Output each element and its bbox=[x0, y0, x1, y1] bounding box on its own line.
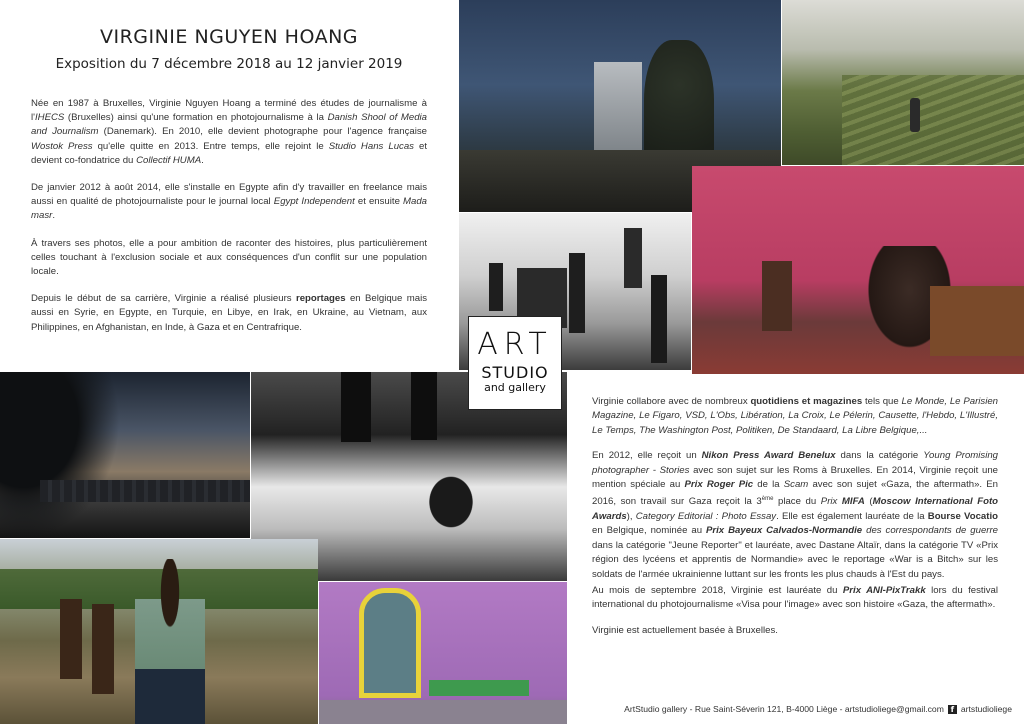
footer-handle[interactable]: artstudioliege bbox=[960, 704, 1012, 714]
bio-paragraph: En 2012, elle reçoit un Nikon Press Award Benelux dans la catégorie Young Promising photographer - Stories avec son sujet sur les Roms à Bruxelles. En 2014, Virginie reçoit une mention spéciale au Prix Roger Pic de la Scam avec son sujet «Gaza, the aftermath». En 2016, son travail sur Gaza reçoit la 3ème place du Prix MIFA (Moscow International Foto Awards), Category Editorial : Photo Essay. Elle est également lauréate de la Bourse Vocatio en Belgique, nominée au Prix Bayeux Calvados-Normandie des correspondants de guerre dans la catégorie "Jeune Reporter" et lauréate, avec Dastane Altaïr, dans la catégorie TV «Prix région des lycéens et apprentis de Normandie» avec le reportage «War is a Bitch» sur les soldats de l'armée ukrainienne luttant sur les fronts les plus chauds à l'Est du pays. bbox=[592, 450, 999, 580]
logo-line-art: ART bbox=[477, 327, 553, 362]
bio-paragraph: De janvier 2012 à août 2014, elle s'installe en Egypte afin d'y travailler en freelance mais aussi en qualité de photojournaliste pour le journal local Egypt Independent et ensuite Mada masr. bbox=[31, 182, 427, 222]
logo-line-studio: STUDIO bbox=[481, 363, 549, 382]
artstudio-logo bbox=[468, 316, 562, 410]
logo-line-gallery: and gallery bbox=[484, 381, 546, 394]
facebook-icon[interactable]: f bbox=[948, 705, 957, 714]
bio-paragraph: Virginie collabore avec de nombreux quotidiens et magazines tels que Le Monde, Le Parisien Magazine, Le Figaro, VSD, L'Obs, Libération, La Croix, Le Pélerin, Causette, l'Hebdo, L'Illustré, Le Temps, The Washington Post, Politiken, De Standaard, La Libre Belgique,... bbox=[592, 396, 998, 436]
photo-city-sunset bbox=[0, 372, 250, 538]
footer bbox=[624, 704, 1012, 714]
photo-child-soldier bbox=[0, 539, 318, 724]
footer-contact: ArtStudio gallery - Rue Saint-Séverin 121, B-4000 Liège - artstudioliege@gmail.com bbox=[624, 704, 944, 714]
bio-right bbox=[592, 395, 998, 649]
photo-pink-room bbox=[692, 166, 1024, 374]
bio-paragraph: Née en 1987 à Bruxelles, Virginie Nguyen Hoang a terminé des études de journalisme à l'IHECS (Bruxelles) ainsi qu'une formation en photojournalisme à la Danish Shool of Media and Journalism (Danemark). En 2010, elle devient photographe pour l'agence française Wostok Press qu'elle quitte en 2013. Entre temps, elle rejoint le Studio Hans Lucas et devient co-fondatrice du Collectif HUMA. bbox=[31, 98, 428, 166]
bio-paragraph: Depuis le début de sa carrière, Virginie a réalisé plusieurs reportages en Belgique mais aussi en Syrie, en Egypte, en Turquie, en Libye, en Irak, en Ukraine, au Vietnam, aux Philippines, en Afghanistan, en Inde, à Gaza et en Centrafrique. bbox=[31, 293, 427, 333]
bio-paragraph: À travers ses photos, elle a pour ambition de raconter des histoires, plus particulièrement celles touchant à l'exclusion sociale et aux conséquences d'un conflit sur une population locale. bbox=[31, 237, 427, 278]
bio-paragraph: Au mois de septembre 2018, Virginie est lauréate du Prix ANI-PixTrakk lors du festival international du photojournalisme «Visa pour l'image» avec son histoire «Gaza, the aftermath». bbox=[592, 585, 998, 611]
bio-left bbox=[31, 97, 427, 348]
photo-rice-terraces bbox=[782, 0, 1024, 165]
bio-paragraph: Virginie est actuellement basée à Bruxelles. bbox=[592, 624, 778, 636]
photo-purple-wall bbox=[319, 582, 567, 724]
exhibition-dates: Exposition du 7 décembre 2018 au 12 janvier 2019 bbox=[55, 56, 403, 72]
page-title: VIRGINIE NGUYEN HOANG bbox=[99, 26, 359, 48]
